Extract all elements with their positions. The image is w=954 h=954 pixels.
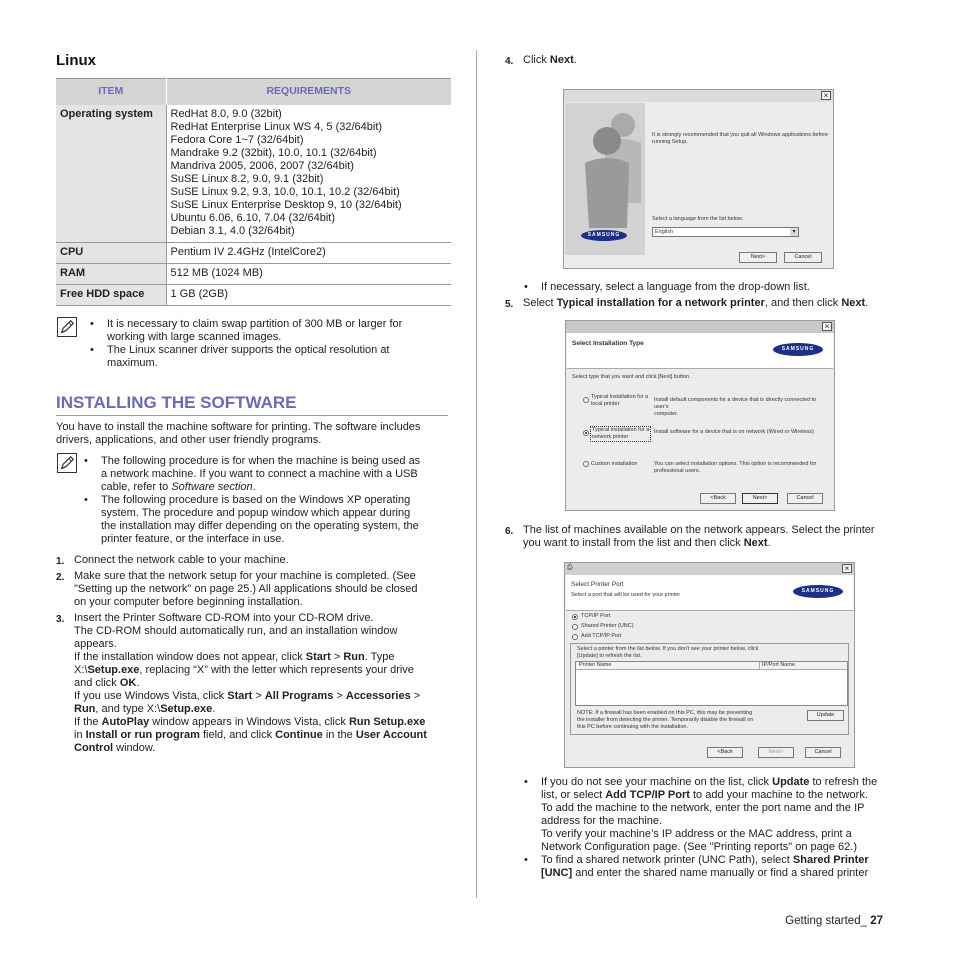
close-icon[interactable]: × (822, 322, 832, 331)
list-item: • If necessary, select a language from the drop-down list. (541, 281, 901, 294)
req-line: SuSE Linux 9.2, 9.3, 10.0, 10.1, 10.2 (32/64bit) (170, 185, 400, 198)
table-cell-item: RAM (56, 263, 166, 284)
text-line: Run, and type X:\Setup.exe. (74, 703, 216, 715)
requirements-table (56, 78, 451, 306)
radio-shared-printer[interactable] (572, 624, 578, 630)
installer-side-panel (565, 103, 645, 255)
step-number: 6. (505, 526, 514, 537)
radio-local-printer[interactable] (583, 397, 589, 403)
column-divider (476, 50, 477, 898)
next-button[interactable]: Next> (739, 252, 777, 263)
text-line: a network machine. If you want to connect a machine with a USB (101, 468, 418, 480)
close-icon[interactable]: × (842, 564, 852, 573)
text-line: Control window. (74, 742, 156, 754)
text-line: • The following procedure is based on the Windows XP operating (101, 494, 411, 506)
list-item (107, 318, 447, 344)
text-line: the installation may differ depending on the operating system, the (101, 520, 419, 532)
dialog-title: Select Printer Port (571, 581, 624, 588)
samsung-logo: SAMSUNG (773, 343, 823, 356)
page-footer (785, 915, 883, 928)
step-5-text: Select Typical installation for a network printer, and then click Next. (523, 297, 869, 309)
step-number: 1. (56, 556, 65, 567)
text-line: The CD-ROM should automatically run, and an installation window (74, 625, 398, 637)
step-6-text (523, 524, 903, 550)
text-line: • The Linux scanner driver supports the optical resolution at (107, 344, 390, 356)
dialog-header (567, 333, 833, 369)
chevron-down-icon[interactable]: ▾ (790, 228, 798, 236)
dialog-titlebar (565, 563, 854, 575)
next-button[interactable]: Next> (758, 747, 794, 758)
req-line: SuSE Linux Enterprise Desktop 9, 10 (32/64bit) (170, 198, 402, 211)
back-button[interactable]: <Back (700, 493, 736, 504)
dialog-titlebar (564, 90, 833, 102)
footer-label: Getting started_ (785, 915, 871, 927)
list-item (541, 854, 901, 880)
text-line: address for the machine. (541, 815, 663, 827)
option-label: Custom installation (591, 461, 638, 467)
table-header-item: ITEM (56, 79, 166, 105)
table-cell-item: Free HDD space (56, 284, 166, 305)
text-line: If you use Windows Vista, click Start > All Programs > Accessories > (74, 690, 421, 702)
cancel-button[interactable]: Cancel (805, 747, 841, 758)
text-line: printer feature, or the interface in use. (101, 533, 285, 545)
text-line (101, 481, 451, 494)
update-button[interactable]: Update (807, 710, 844, 721)
req-line: SuSE Linux 8.2, 9.0, 9.1 (32bit) (170, 172, 324, 185)
text-line: To verify your machine’s IP address or the MAC address, print a (541, 828, 852, 840)
language-select[interactable] (652, 227, 799, 237)
intro-paragraph (56, 421, 451, 447)
section-heading-linux: Linux (56, 52, 96, 69)
step-4-text: Click Next. (523, 54, 577, 66)
option-label: TCP/IP Port (581, 613, 611, 619)
samsung-logo: SAMSUNG (793, 585, 843, 598)
option-description: Install software for a device that is on network (Wired or Wireless) (654, 429, 814, 435)
step-2-text (74, 570, 454, 609)
list-header (576, 662, 847, 670)
dialog-titlebar (566, 321, 834, 333)
table-cell-item: CPU (56, 242, 166, 263)
req-line: Ubuntu 6.06, 6.10, 7.04 (32/64bit) (170, 211, 336, 224)
text-line: list, or select Add TCP/IP Port to add your machine to the network. (541, 789, 868, 801)
option-label: Add TCP/IP Port (581, 633, 622, 639)
dialog-prompt: Select type that you want and click [Next] button. (572, 374, 691, 380)
text-line: appears. (74, 638, 117, 650)
text-line: If the installation window does not appear, click Start > Run. Type (74, 651, 395, 663)
table-row (56, 263, 451, 284)
text-line: "Setting up the network" on page 25.) All applications should be closed (74, 583, 418, 595)
dialog-header (566, 575, 853, 611)
step-1-text: Connect the network cable to your machine. (74, 554, 289, 566)
step-3-text (74, 612, 454, 755)
heading-divider (56, 415, 448, 416)
text-line: maximum. (107, 357, 158, 369)
option-label: Typical installation for a local printer (591, 394, 649, 407)
screenshot-installation-type-dialog (565, 320, 835, 511)
text-span: . (252, 481, 256, 493)
text-line: Network Configuration page. (See "Printing reports" on page 62.) (541, 841, 857, 853)
radio-network-printer[interactable] (583, 430, 589, 436)
option-description: Install default components for a device that is directly connected to user's computer. (654, 397, 817, 417)
note-pencil-icon (57, 317, 77, 337)
screenshot-printer-port-dialog (564, 562, 855, 768)
table-cell-req: Pentium IV 2.4GHz (IntelCore2) (166, 242, 451, 263)
language-label: Select a language from the list below. (652, 216, 744, 222)
req-line: Debian 3.1, 4.0 (32/64bit) (170, 224, 295, 237)
text-line: in Install or run program field, and click Continue in the User Account (74, 729, 427, 741)
text-line: • To find a shared network printer (UNC Path), select Shared Printer (541, 854, 869, 866)
table-row (56, 284, 451, 305)
cancel-button[interactable]: Cancel (784, 252, 822, 263)
text-line: The list of machines available on the network appears. Select the printer (523, 524, 875, 536)
text-line: working with large scanned images. (107, 331, 282, 343)
radio-add-tcpip-port[interactable] (572, 634, 578, 640)
cancel-button[interactable]: Cancel (787, 493, 823, 504)
table-row (56, 242, 451, 263)
next-button[interactable]: Next> (742, 493, 778, 504)
table-cell-req: 1 GB (2GB) (166, 284, 451, 305)
firewall-note: NOTE: If a firewall has been enabled on this PC, this may be preventing the installer from detecting the printer. Temporarily disable the firewall on this PC before continuing with the installation. (577, 710, 754, 730)
text-line: and click OK. (74, 677, 140, 689)
column-divider (759, 662, 760, 670)
step-6-bullets (541, 776, 901, 880)
radio-tcpip-port[interactable] (572, 614, 578, 620)
table-header-requirements: REQUIREMENTS (166, 79, 451, 105)
page-number: 27 (870, 915, 883, 927)
list-instructions: Select a printer from the list below. If you don't see your printer below, click [Update] to refresh the list. (577, 646, 759, 659)
dialog-message: It is strongly recommended that you quit all Windows applications before running Setup. (652, 132, 829, 145)
step-number: 4. (505, 56, 514, 67)
text-line: you want to install from the list and then click Next. (523, 537, 771, 549)
text-line: on your computer before beginning installation. (74, 596, 303, 608)
text-line: [UNC] and enter the shared name manually or find a shared printer (541, 867, 869, 879)
step-number: 5. (505, 299, 514, 310)
text-line: To add the machine to the network, enter the port name and the IP (541, 802, 865, 814)
back-button[interactable]: <Back (707, 747, 743, 758)
column-header-printer-name[interactable]: Printer Name (579, 662, 612, 668)
table-cell-req: 512 MB (1024 MB) (166, 263, 451, 284)
list-item (101, 455, 451, 494)
text-line: You have to install the machine software for printing. The software includes (56, 421, 421, 433)
samsung-logo: SAMSUNG (581, 230, 627, 241)
text-line: • If you do not see your machine on the list, click Update to refresh the (541, 776, 878, 788)
step-number: 3. (56, 614, 65, 625)
option-description: You can select installation options. This option is recommended for professional users. (654, 461, 817, 474)
text-line: system. The procedure and popup window which appear during (101, 507, 411, 519)
table-cell-req (166, 105, 451, 243)
req-line: Mandrake 9.2 (32bit), 10.0, 10.1 (32/64bit) (170, 146, 377, 159)
text-line: drivers, applications, and other user friendly programs. (56, 434, 322, 446)
software-section-ref: Software section (171, 481, 253, 493)
req-line: Mandriva 2005, 2006, 2007 (32/64bit) (170, 159, 354, 172)
step-number: 2. (56, 572, 65, 583)
radio-custom-installation[interactable] (583, 461, 589, 467)
column-header-ip-port[interactable]: IP/Port Name (762, 662, 796, 668)
text-line: If the AutoPlay window appears in Windows Vista, click Run Setup.exe (74, 716, 426, 728)
note-list-install (101, 455, 451, 546)
dialog-title: Select Installation Type (572, 340, 644, 347)
req-line: Fedora Core 1~7 (32/64bit) (170, 133, 304, 146)
section-heading-installing: INSTALLING THE SOFTWARE (56, 393, 297, 412)
option-label: Typical installation for a network printer (592, 427, 650, 440)
list-item (107, 344, 447, 370)
printer-list[interactable] (575, 661, 848, 706)
list-item (541, 776, 901, 854)
close-icon[interactable]: × (821, 91, 831, 100)
table-row (56, 105, 451, 243)
language-select-value: English (655, 229, 674, 235)
text-line: X:\Setup.exe, replacing “X” with the letter which represents your drive (74, 664, 414, 676)
list-item (101, 494, 451, 546)
note-pencil-icon (57, 453, 77, 473)
text-line: • The following procedure is for when the machine is being used as (101, 455, 421, 467)
printer-list-group (570, 643, 849, 735)
option-label: Shared Printer (UNC) (581, 623, 634, 629)
text-span: cable, refer to (101, 481, 172, 493)
screenshot-language-dialog (563, 89, 834, 269)
app-icon: ⎙ (567, 564, 573, 571)
req-line: RedHat Enterprise Linux WS 4, 5 (32/64bit) (170, 120, 383, 133)
req-line: RedHat 8.0, 9.0 (32bit) (170, 107, 282, 120)
step-4-bullets (541, 281, 901, 294)
text-line: Insert the Printer Software CD-ROM into your CD-ROM drive. (74, 612, 374, 624)
text-line: Make sure that the network setup for your machine is completed. (See (74, 570, 416, 582)
dialog-subtitle: Select a port that will be used for your printer (571, 592, 681, 598)
note-list-linux (107, 318, 447, 370)
text-line: • It is necessary to claim swap partition of 300 MB or larger for (107, 318, 403, 330)
table-cell-item: Operating system (56, 105, 166, 243)
